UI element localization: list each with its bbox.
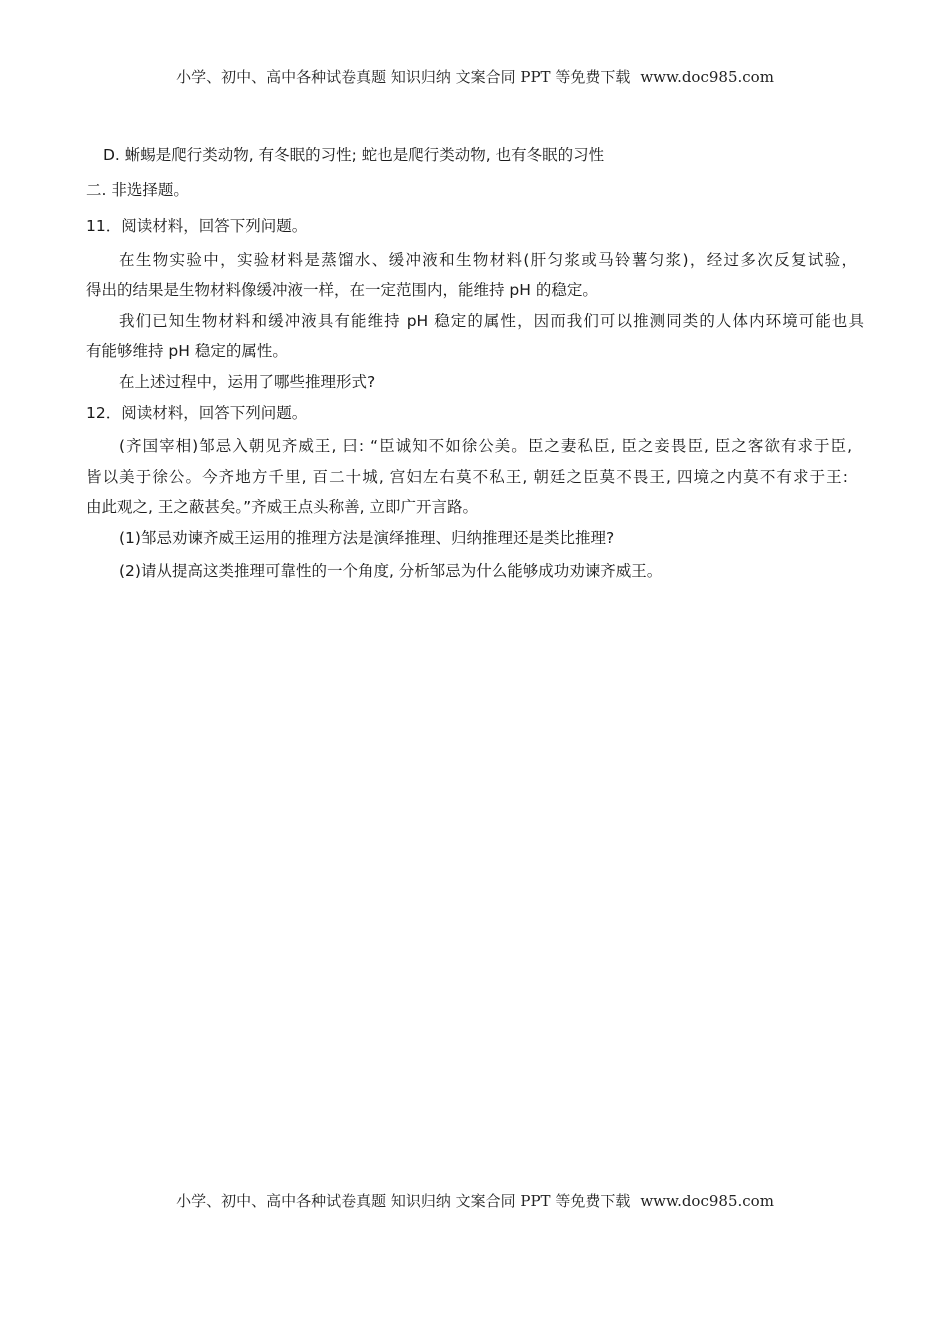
q11-paragraph-1-line-2: 得出的结果是生物材料像缓冲液一样，在一定范围内，能维持 pH 的稳定。	[86, 281, 598, 299]
q11-paragraph-1-line-1: 在生物实验中，实验材料是蒸馏水、缓冲液和生物材料(肝匀浆或马铃薯匀浆)，经过多次反复试验，	[119, 251, 857, 269]
page-header	[0, 66, 950, 87]
question-11-title: 11．阅读材料，回答下列问题。	[86, 217, 308, 235]
question-12-title: 12．阅读材料，回答下列问题。	[86, 404, 308, 422]
header-url: www.doc985.com	[640, 68, 774, 86]
q12-paragraph-line-3: 由此观之, 王之蔽甚矣。”齐威王点头称善, 立即广开言路。	[86, 498, 478, 516]
q11-paragraph-2-line-2: 有能够维持 pH 稳定的属性。	[86, 342, 288, 360]
page-footer	[0, 1190, 950, 1211]
section-heading: 二. 非选择题。	[86, 181, 189, 199]
q12-sub-question-1: (1)邹忌劝谏齐威王运用的推理方法是演绎推理、归纳推理还是类比推理?	[119, 529, 615, 547]
option-d: D. 蜥蜴是爬行类动物, 有冬眠的习性; 蛇也是爬行类动物, 也有冬眠的习性	[103, 146, 605, 164]
q11-question: 在上述过程中，运用了哪些推理形式?	[119, 373, 376, 391]
q12-sub-question-2: (2)请从提高这类推理可靠性的一个角度, 分析邹忌为什么能够成功劝谏齐威王。	[119, 562, 663, 580]
q11-paragraph-2-line-1: 我们已知生物材料和缓冲液具有能维持 pH 稳定的属性，因而我们可以推测同类的人体内环境可能也具	[119, 312, 864, 330]
footer-url: www.doc985.com	[640, 1192, 774, 1210]
header-text: 小学、初中、高中各种试卷真题 知识归纳 文案合同 PPT 等免费下载	[176, 68, 631, 86]
q12-paragraph-line-1: (齐国宰相)邹忌入朝见齐威王, 曰: “臣诚知不如徐公美。臣之妻私臣, 臣之妾畏臣, 臣之客欲有求于臣,	[119, 437, 852, 455]
q12-paragraph-line-2: 皆以美于徐公。今齐地方千里, 百二十城, 宫妇左右莫不私王, 朝廷之臣莫不畏王, 四境之内莫不有求于王:	[86, 468, 848, 486]
footer-text: 小学、初中、高中各种试卷真题 知识归纳 文案合同 PPT 等免费下载	[176, 1192, 631, 1210]
